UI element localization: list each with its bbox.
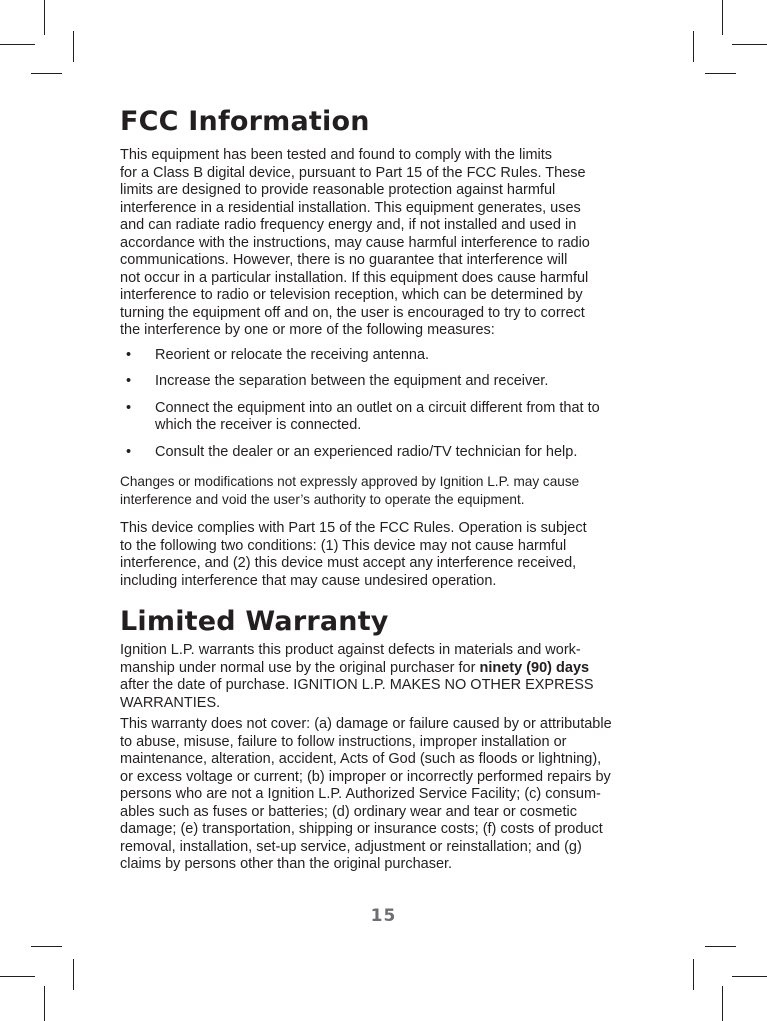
measures-list	[120, 347, 650, 462]
list-item	[120, 347, 650, 365]
text-line: interference in a residential installation. This equipment generates, uses	[120, 199, 581, 216]
measure-text: Connect the equipment into an outlet on a circuit different from that to	[155, 399, 600, 416]
bullet-icon: •	[126, 443, 132, 460]
warranty-period: ninety (90) days	[479, 659, 590, 676]
crop-mark	[722, 986, 723, 1021]
bullet-icon: •	[126, 399, 132, 416]
crop-mark	[732, 44, 767, 45]
crop-mark	[44, 0, 45, 35]
fcc-heading: FCC Information	[120, 106, 370, 137]
text-line: interference to radio or television reception, which can be determined by	[120, 287, 583, 303]
warranty-exclusions-paragraph	[120, 716, 650, 874]
text-line: limits are designed to provide reasonable protection against harmful	[120, 182, 556, 198]
text-line: for a Class B digital device, pursuant to Part 15 of the FCC Rules. These	[120, 164, 586, 181]
measure-text: Reorient or relocate the receiving antenna.	[155, 346, 430, 363]
changes-notice	[120, 473, 650, 508]
crop-mark	[0, 44, 35, 45]
text-line: ables such as fuses or batteries; (d) ordinary wear and tear or cosmetic	[120, 803, 577, 820]
crop-mark	[722, 0, 723, 35]
warranty-heading: Limited Warranty	[120, 606, 389, 637]
crop-mark	[693, 959, 694, 990]
list-item	[120, 373, 650, 391]
measure-text: Increase the separation between the equipment and receiver.	[155, 373, 549, 389]
text-line: manship under normal use by the original purchaser for	[120, 659, 480, 676]
text-line: interference, and (2) this device must accept any interference received,	[120, 555, 577, 571]
crop-mark	[0, 976, 35, 977]
text-line: the interference by one or more of the following measures:	[120, 322, 495, 338]
text-line: removal, installation, set-up service, adjustment or reinstallation; and (g)	[120, 838, 582, 855]
text-line: turning the equipment off and on, the user is encouraged to try to correct	[120, 304, 585, 321]
crop-mark	[705, 73, 736, 74]
text-line: persons who are not a Ignition L.P. Authorized Service Facility; (c) consum-	[120, 786, 601, 802]
bullet-icon: •	[126, 346, 132, 363]
text-line: interference and void the user’s authority to operate the equipment.	[120, 491, 525, 507]
measure-text: Consult the dealer or an experienced radio/TV technician for help.	[155, 443, 578, 460]
text-line: Changes or modifications not expressly approved by Ignition L.P. may cause	[120, 474, 580, 489]
measure-text: which the receiver is connected.	[155, 417, 362, 433]
crop-mark	[705, 946, 736, 947]
list-item	[120, 400, 650, 435]
crop-mark	[44, 986, 45, 1021]
text-line: This device complies with Part 15 of the FCC Rules. Operation is subject	[120, 520, 587, 536]
text-line: to abuse, misuse, failure to follow instructions, improper installation or	[120, 733, 567, 750]
text-line: This equipment has been tested and found to comply with the limits	[120, 147, 553, 163]
text-line: or excess voltage or current; (b) improper or incorrectly performed repairs by	[120, 768, 611, 785]
text-line: to the following two conditions: (1) This device may not cause harmful	[120, 537, 567, 554]
warranty-terms-paragraph	[120, 642, 650, 712]
crop-mark	[693, 31, 694, 62]
text-line: damage; (e) transportation, shipping or insurance costs; (f) costs of product	[120, 821, 603, 837]
text-line: including interference that may cause undesired operation.	[120, 572, 497, 589]
crop-mark	[73, 31, 74, 62]
page-content	[120, 104, 650, 874]
text-line: WARRANTIES.	[120, 694, 221, 711]
text-line: after the date of purchase. IGNITION L.P. MAKES NO OTHER EXPRESS	[120, 677, 594, 693]
text-line: accordance with the instructions, may cause harmful interference to radio	[120, 234, 590, 251]
bullet-icon: •	[126, 373, 132, 389]
text-line: not occur in a particular installation. If this equipment does cause harmful	[120, 269, 589, 286]
list-item	[120, 444, 650, 462]
text-line: This warranty does not cover: (a) damage or failure caused by or attributable	[120, 716, 612, 732]
fcc-intro-paragraph	[120, 147, 650, 340]
text-line: claims by persons other than the original purchaser.	[120, 856, 453, 872]
text-line: maintenance, alteration, accident, Acts of God (such as floods or lightning),	[120, 751, 602, 767]
text-line: Ignition L.P. warrants this product against defects in materials and work-	[120, 642, 581, 658]
crop-mark	[732, 976, 767, 977]
compliance-paragraph	[120, 520, 650, 590]
page-number: 15	[370, 906, 397, 926]
crop-mark	[31, 946, 62, 947]
crop-mark	[31, 73, 62, 74]
crop-mark	[73, 959, 74, 990]
text-line: communications. However, there is no guarantee that interference will	[120, 252, 568, 268]
text-line: and can radiate radio frequency energy and, if not installed and used in	[120, 217, 577, 233]
